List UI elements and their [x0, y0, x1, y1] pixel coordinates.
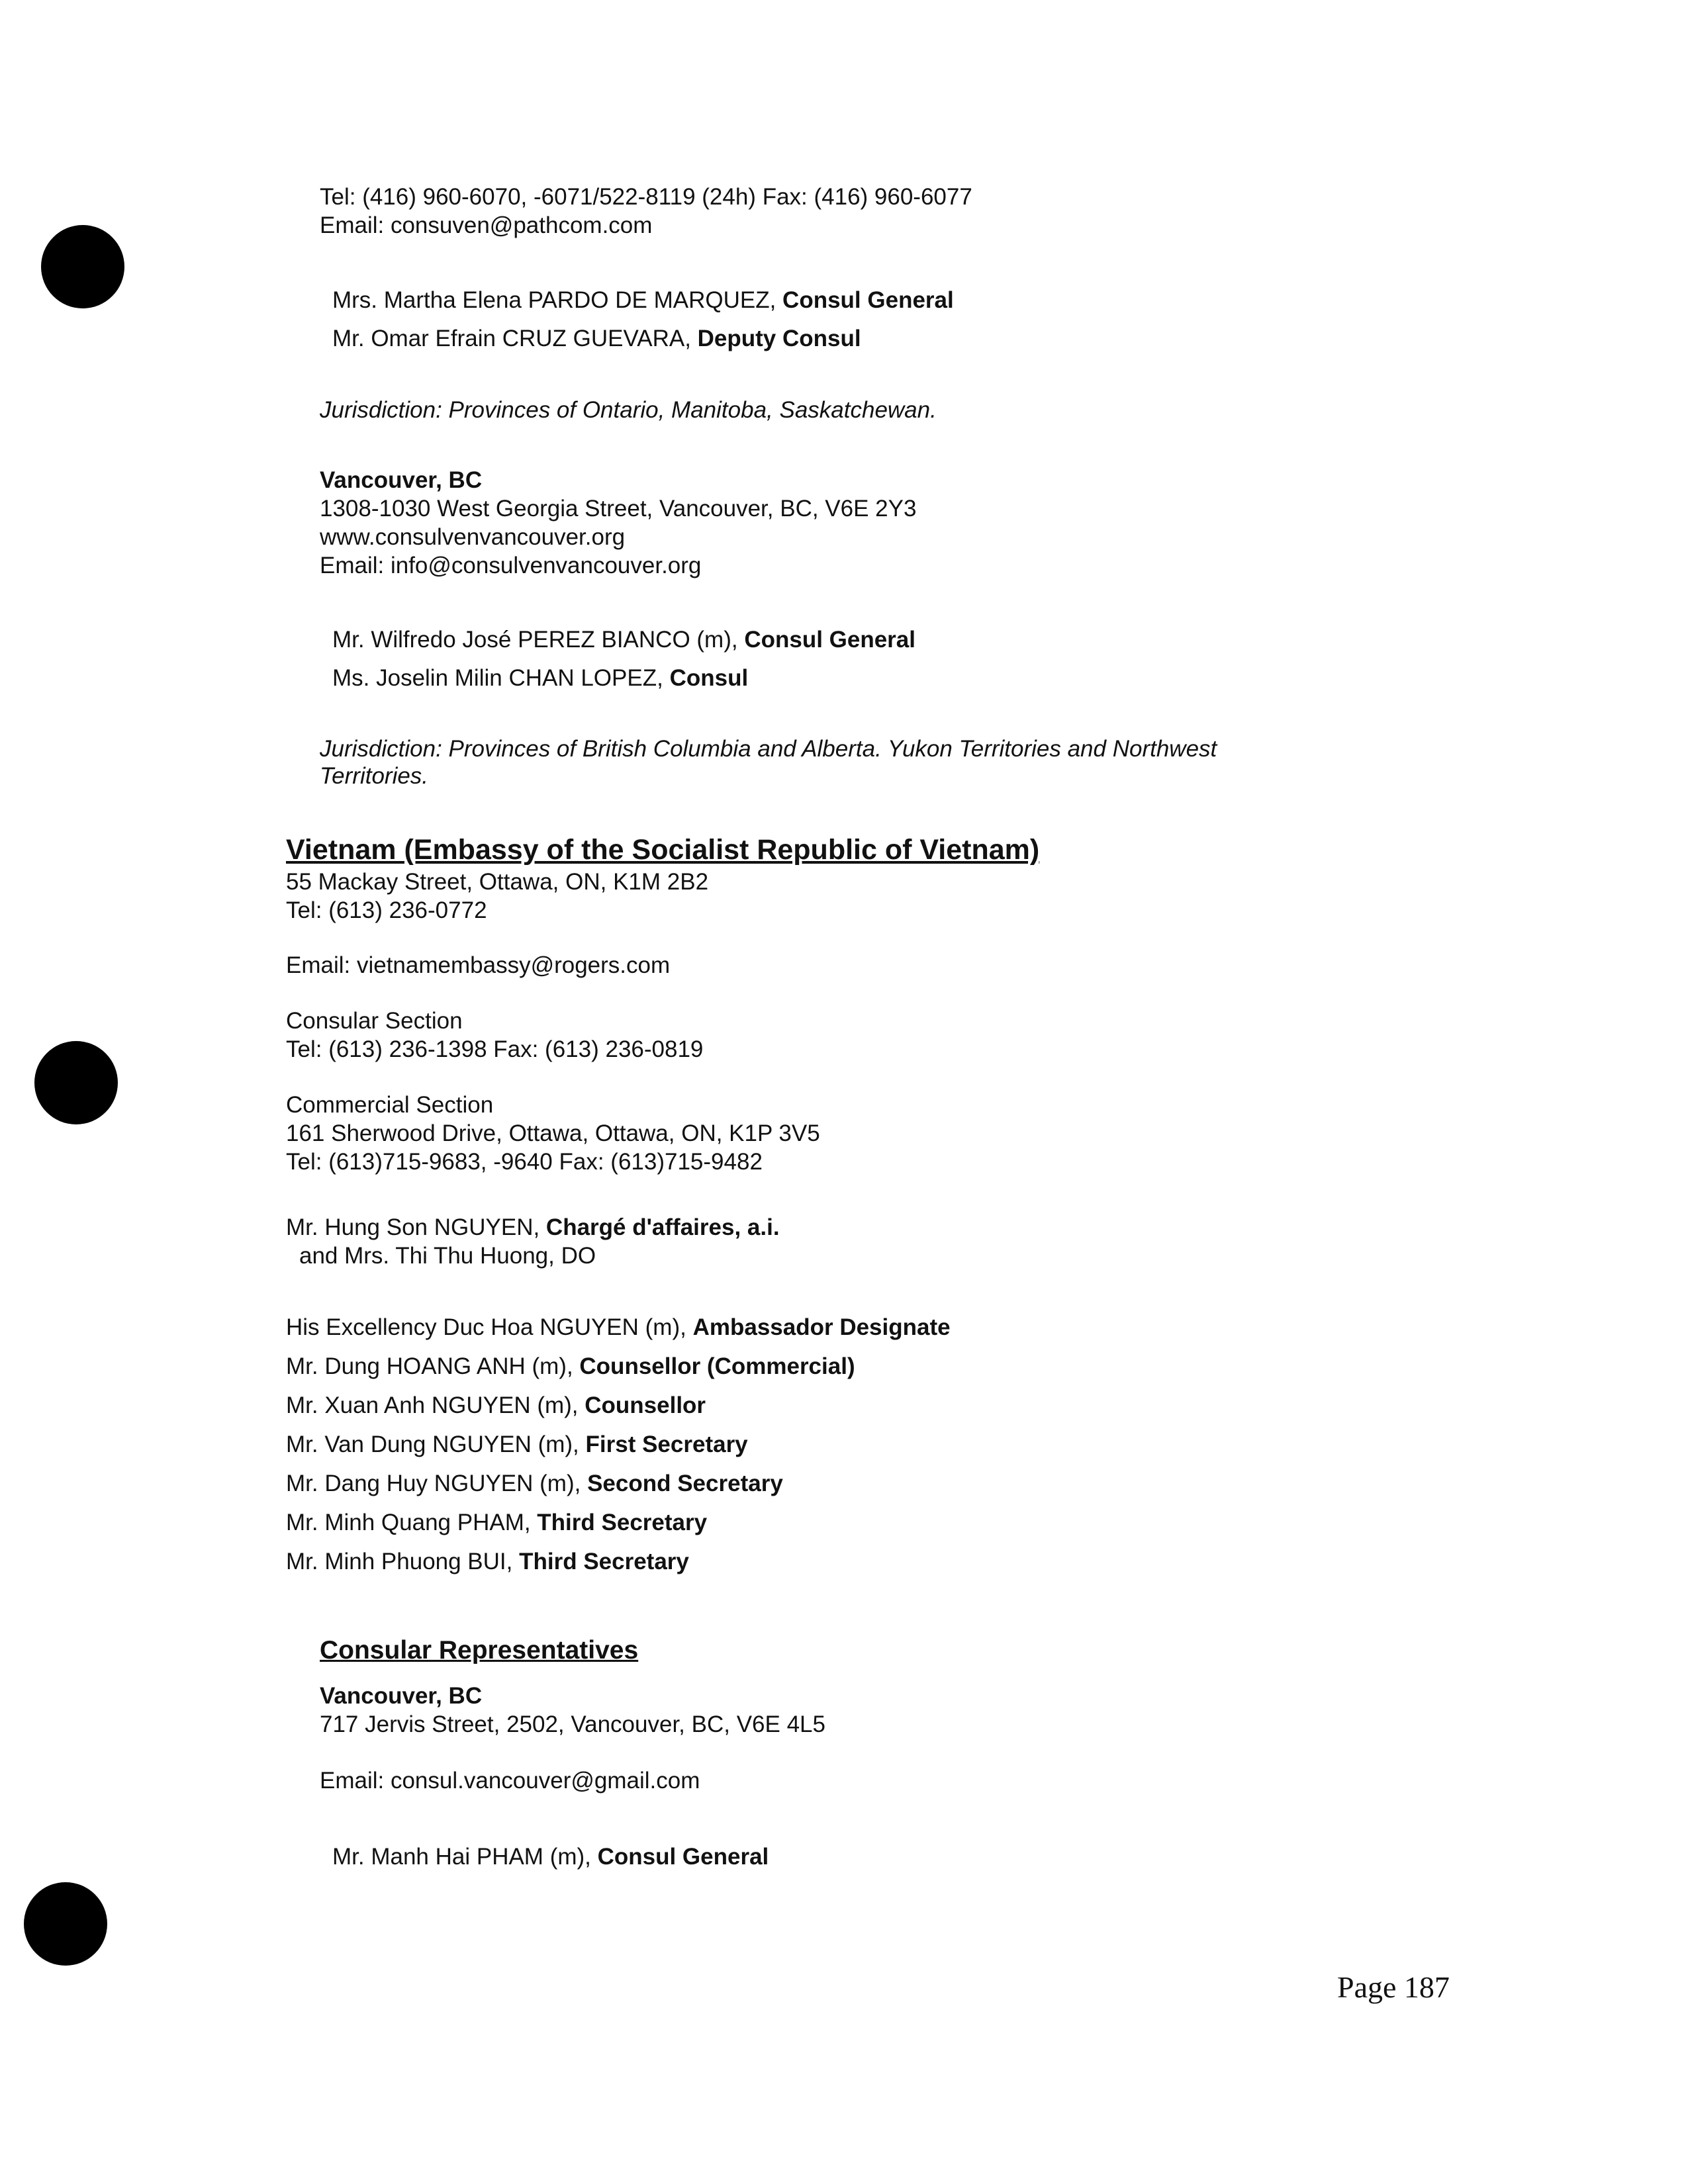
email-line: Email: vietnamembassy@rogers.com [286, 952, 671, 978]
email-line: Email: info@consulvenvancouver.org [320, 553, 702, 578]
staff-line [332, 664, 748, 692]
staff-title: Counsellor (Commercial) [579, 1353, 855, 1379]
address-line: 717 Jervis Street, 2502, Vancouver, BC, V6E 4L5 [320, 1711, 825, 1737]
jurisdiction-note: Jurisdiction: Provinces of British Columbia and Alberta. Yukon Territories and Northwest [320, 736, 1217, 762]
page-number: Page 187 [1337, 1970, 1450, 2004]
staff-name: Mr. Hung Son NGUYEN, [286, 1214, 546, 1240]
staff-title: Ambassador Designate [692, 1314, 951, 1340]
section-label: Commercial Section [286, 1092, 494, 1118]
top-email-line: Email: consuven@pathcom.com [320, 212, 653, 238]
staff-name: Mr. Xuan Anh NGUYEN (m), [286, 1392, 585, 1418]
staff-title: Consul General [597, 1844, 769, 1870]
staff-line [332, 325, 861, 353]
city-heading: Vancouver, BC [320, 467, 483, 493]
staff-title: Third Secretary [519, 1549, 689, 1574]
top-tel-line: Tel: (416) 960-6070, -6071/522-8119 (24h) Fax: (416) 960-6077 [320, 184, 972, 210]
staff-title: Second Secretary [587, 1471, 783, 1496]
staff-title: First Secretary [585, 1432, 748, 1457]
address-line: 55 Mackay Street, Ottawa, ON, K1M 2B2 [286, 869, 709, 895]
jurisdiction-note-continued: Territories. [320, 763, 429, 789]
staff-line [286, 1353, 855, 1381]
spouse-line: and Mrs. Thi Thu Huong, DO [299, 1243, 596, 1269]
staff-name: Mrs. Martha Elena PARDO DE MARQUEZ, [332, 287, 783, 313]
staff-line [286, 1470, 783, 1498]
tel-line: Tel: (613) 236-0772 [286, 897, 487, 923]
staff-line [286, 1509, 707, 1537]
staff-name: Mr. Omar Efrain CRUZ GUEVARA, [332, 326, 698, 351]
staff-title: Counsellor [585, 1392, 706, 1418]
staff-name: Mr. Manh Hai PHAM (m), [332, 1844, 598, 1870]
staff-title: Chargé d'affaires, a.i. [545, 1214, 780, 1240]
subsection-heading: Consular Representatives [320, 1636, 639, 1664]
staff-title: Consul General [782, 287, 954, 313]
staff-title: Deputy Consul [697, 326, 861, 351]
tel-line: Tel: (613)715-9683, -9640 Fax: (613)715-9482 [286, 1149, 763, 1175]
section-label: Consular Section [286, 1008, 463, 1034]
punch-hole-middle [34, 1041, 118, 1124]
staff-name: Mr. Minh Quang PHAM, [286, 1510, 538, 1535]
staff-title: Consul [669, 665, 749, 691]
staff-title: Consul General [744, 627, 915, 653]
staff-name: His Excellency Duc Hoa NGUYEN (m), [286, 1314, 693, 1340]
staff-name: Mr. Dang Huy NGUYEN (m), [286, 1471, 588, 1496]
staff-line [286, 1431, 748, 1459]
jurisdiction-note: Jurisdiction: Provinces of Ontario, Manitoba, Saskatchewan. [320, 397, 937, 423]
tel-line: Tel: (613) 236-1398 Fax: (613) 236-0819 [286, 1036, 704, 1062]
staff-name: Mr. Wilfredo José PEREZ BIANCO (m), [332, 627, 745, 653]
staff-line [286, 1214, 780, 1242]
email-line: Email: consul.vancouver@gmail.com [320, 1768, 700, 1794]
staff-line [286, 1548, 689, 1576]
staff-line [332, 287, 954, 314]
staff-name: Mr. Minh Phuong BUI, [286, 1549, 520, 1574]
staff-title: Third Secretary [537, 1510, 708, 1535]
city-heading: Vancouver, BC [320, 1683, 483, 1709]
punch-hole-bottom [24, 1882, 107, 1966]
staff-line [286, 1314, 951, 1342]
staff-line [332, 1843, 769, 1871]
country-heading: Vietnam (Embassy of the Socialist Republic of Vietnam) [286, 834, 1040, 866]
staff-name: Ms. Joselin Milin CHAN LOPEZ, [332, 665, 670, 691]
address-line: 1308-1030 West Georgia Street, Vancouver, BC, V6E 2Y3 [320, 496, 917, 522]
staff-line [286, 1392, 706, 1420]
address-line: 161 Sherwood Drive, Ottawa, Ottawa, ON, K1P 3V5 [286, 1120, 820, 1146]
punch-hole-top [41, 225, 124, 308]
website-line: www.consulvenvancouver.org [320, 524, 626, 550]
staff-name: Mr. Van Dung NGUYEN (m), [286, 1432, 586, 1457]
staff-name: Mr. Dung HOANG ANH (m), [286, 1353, 580, 1379]
staff-line [332, 626, 915, 654]
